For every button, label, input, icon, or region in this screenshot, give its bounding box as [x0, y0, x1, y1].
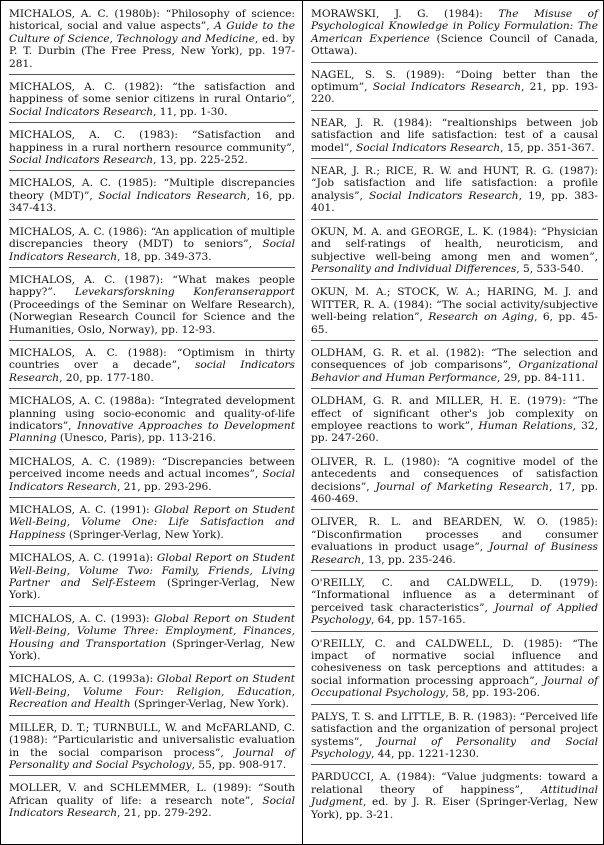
reference-text: OKUN, M. A. and GEORGE, L. K. (1984): “Physician and self-ratings of health, neuroticism, and subjective well-being among men and women”,: [311, 225, 598, 263]
reference-title: social Indicators Research: [9, 359, 295, 384]
reference-title: Journal of Applied Psychology: [311, 601, 598, 627]
reference-title: Social Indicators Research: [372, 81, 521, 94]
reference-text: (Proceedings of the Seminar on Welfare Research), (Norwegian Research Council for Science and the Humanities, Oslo, Norway), pp. 12-93.: [9, 298, 295, 336]
reference-title: Social Indicators Research: [9, 238, 295, 263]
reference-title: Global Report on Student Well-Being, Volume Two: Family, Friends, Living Partner and Self-Esteem: [9, 552, 295, 590]
reference-entry: [311, 8, 598, 63]
reference-text: , 21, pp. 293-296.: [117, 480, 212, 493]
reference-text: (Springer-Verlag, New York).: [130, 698, 290, 711]
reference-text: , 29, pp. 84-111.: [497, 371, 585, 384]
reference-entry: [9, 504, 295, 546]
reference-column-right: [303, 1, 604, 844]
reference-entry: [311, 395, 598, 450]
reference-title: Attitudinal Judgment: [311, 783, 598, 809]
reference-text: MILLER, D. T.; TURNBULL, W. and McFARLAND, C. (1988): “Particularistic and universalistic evaluation in the social comparison process”,: [9, 721, 295, 759]
reference-entry: [9, 177, 295, 219]
reference-text: , 55, pp. 908-917.: [191, 758, 287, 771]
reference-text: NAGEL, S. S. (1989): “Doing better than the optimum”,: [311, 68, 598, 94]
reference-text: MICHALOS, A. C. (1988a): “Integrated development planning using socio-economic and quality-of-life indicators”,: [9, 395, 295, 432]
reference-text: NEAR, J. R. (1984): “realtionships between job satisfaction and life satisfaction: test of a causal model”,: [311, 116, 598, 154]
reference-title: Organizational Behavior and Human Performance: [311, 359, 598, 384]
reference-text: , 16, pp. 347-413.: [9, 189, 296, 215]
reference-text: , 6, pp. 45-65.: [311, 311, 598, 336]
reference-title: Journal of Occupational Psychology: [311, 674, 598, 700]
reference-text: OLDHAM, G. R. and MILLER, H. E. (1979): “The effect of significant other's job complexity on employee reactions to work”,: [311, 395, 598, 432]
reference-text: MICHALOS, A. C. (1993a):: [9, 673, 157, 686]
reference-text: , 13, pp. 225-252.: [153, 154, 248, 167]
reference-entry: [9, 81, 295, 123]
reference-text: , 15, pp. 351-367.: [500, 141, 595, 154]
reference-text: MICHALOS, A. C. (1980b): “Philosophy of science: historical, social and value aspects”,: [9, 8, 295, 33]
reference-title: Social Indicators Research: [9, 794, 295, 820]
reference-text: , 32, pp. 247-260.: [311, 419, 598, 445]
reference-text: MICHALOS, A. C. (1991):: [9, 504, 155, 516]
reference-text: , 21, pp. 193-220.: [311, 81, 598, 106]
reference-text: NEAR, J. R.; RICE, R. W. and HUNT, R. G. (1987): “Job satisfaction and life satisfaction: a profile analysis”,: [311, 165, 598, 202]
reference-entry: [311, 286, 598, 341]
reference-text: , 58, pp. 193-206.: [445, 687, 540, 700]
reference-title: Social Indicators Research: [356, 141, 501, 154]
reference-text: MORAWSKI, J. G. (1984):: [311, 8, 499, 20]
reference-text: , 44, pp. 1221-1230.: [370, 747, 480, 760]
reference-entry: [9, 395, 295, 450]
reference-entry: [9, 782, 295, 823]
reference-column-left: [1, 1, 303, 844]
reference-text: , 18, pp. 349-373.: [117, 250, 212, 263]
reference-entry: [9, 8, 295, 75]
reference-text: O'REILLY, C. and CALDWELL, D. (1979): “Informational influence as a determinant of perceived task characteristics”,: [311, 577, 598, 614]
reference-title: The Misuse of Psychological Knowledge in Policy Formulation: The American Experience: [311, 8, 598, 45]
reference-entry: [9, 226, 295, 268]
reference-entry: [9, 129, 295, 171]
reference-text: OKUN, M. A.; STOCK, W. A.; HARING, M. J. and WITTER, R. A. (1984): “The social activity/subjective well-being relation”,: [311, 286, 598, 324]
reference-text: (Springer-Verlag, New York).: [9, 637, 296, 663]
reference-title: Social Indicators Research: [98, 189, 247, 202]
reference-title: Global Report on Student Well-Being, Volume Three: Employment, Finances, Housing and Transportation: [9, 612, 296, 650]
reference-entry: [311, 577, 598, 632]
reference-entry: [311, 165, 598, 220]
reference-entry: [311, 226, 598, 281]
reference-text: , 20, pp. 177-180.: [59, 371, 154, 384]
reference-title: Levekarsforskning Konferanserapport: [74, 286, 295, 299]
reference-entry: [9, 274, 295, 341]
reference-entry: [311, 711, 598, 766]
reference-title: Research on Aging: [428, 311, 535, 324]
reference-entry: [311, 117, 598, 159]
reference-text: (Science Council of Canada, Ottawa).: [311, 32, 598, 58]
reference-title: Journal of Personality and Social Psychology: [9, 746, 295, 771]
reference-entry: [311, 347, 598, 389]
reference-text: MICHALOS, A. C. (1989): “Discrepancies between perceived income needs and actual incomes”,: [9, 455, 295, 481]
reference-text: , 17, pp. 460-469.: [311, 480, 598, 505]
reference-title: Social Indicators Research: [9, 154, 154, 167]
reference-text: (Unesco, Paris), pp. 113-216.: [56, 432, 216, 445]
reference-text: (Springer-Verlag, New York).: [65, 528, 224, 541]
reference-text: , ed. by J. R. Eiser (Springer-Verlag, New York), pp. 3-21.: [311, 796, 598, 821]
reference-entry: [9, 722, 295, 777]
reference-text: , 13, pp. 235-246.: [361, 553, 456, 566]
reference-text: , 5, 533-540.: [516, 262, 584, 275]
reference-text: (Springer-Verlag, New York).: [9, 577, 296, 602]
reference-entry: [311, 771, 598, 825]
reference-title: Social Indicators Research: [9, 105, 154, 118]
reference-entry: [9, 347, 295, 389]
reference-entry: [9, 456, 295, 498]
reference-title: Global Report on Student Well-Being, Volume Four: Religion, Education, Recreation and Health: [9, 673, 295, 711]
reference-text: MICHALOS, A. C. (1982): “the satisfaction and happiness of some senior citizens in rural Ontario”,: [9, 81, 295, 106]
reference-text: , 11, pp. 1-30.: [153, 105, 228, 118]
reference-title: Personality and Individual Differences: [311, 262, 517, 275]
reference-text: O'REILLY, C. and CALDWELL, D. (1985): “The impact of normative social influence and cohesiveness on task perceptions and attitudes: a social information processing approach”,: [311, 637, 598, 687]
reference-entry: [9, 552, 295, 607]
reference-text: MICHALOS, A. C. (1987): “What makes people happy?”.: [9, 273, 295, 299]
reference-entry: [311, 516, 598, 571]
reference-text: OLDHAM, G. R. et al. (1982): “The selection and consequences of job comparisons”,: [311, 346, 598, 372]
reference-text: PALYS, T. S. and LITTLE, B. R. (1983): “Perceived life satisfaction and the organization of personal project systems”,: [311, 710, 598, 748]
reference-text: , 64, pp. 157-165.: [370, 614, 466, 627]
reference-title: Journal of Marketing Research: [375, 480, 549, 493]
reference-text: OLIVER, R. L. and BEARDEN, W. O. (1985): “Disconfirmation processes and consumer evaluations in product usage”,: [311, 516, 598, 554]
reference-entry: [311, 456, 598, 511]
reference-text: MICHALOS, A. C. (1988): “Optimism in thirty countries over a decade”,: [9, 346, 295, 372]
reference-text: MICHALOS, A. C. (1986): “An application of multiple discrepancies theory (MDT) to seniors”,: [9, 225, 295, 251]
reference-title: Human Relations: [478, 419, 573, 432]
reference-text: MOLLER, V. and SCHLEMMER, L. (1989): “South African quality of life: a research note”,: [9, 782, 295, 807]
reference-entry: [311, 69, 598, 111]
reference-title: Social Indicators Research: [9, 468, 295, 493]
reference-text: OLIVER, R. L. (1980): “A cognitive model of the antecedents and consequences of satisfaction decisions”,: [311, 455, 598, 493]
reference-title: Social Indicators Research: [369, 189, 519, 202]
reference-entry: [311, 638, 598, 705]
reference-text: MICHALOS, A. C. (1993):: [9, 612, 155, 625]
reference-title: Global Report on Student Well-Being, Volume One: Life Satisfaction and Happiness: [9, 504, 296, 541]
reference-text: , 19, pp. 383-401.: [311, 189, 598, 215]
reference-text: MICHALOS, A. C. (1985): “Multiple discrepancies theory (MDT)”,: [9, 177, 295, 202]
reference-title: Journal of Business Research: [311, 541, 598, 566]
reference-title: A Guide to the Culture of Science, Technology and Medicine: [9, 20, 295, 45]
reference-title: Innovative Approaches to Development Planning: [9, 419, 295, 445]
reference-text: MICHALOS, A. C. (1991a):: [9, 552, 157, 565]
reference-entry: [9, 613, 295, 668]
reference-entry: [9, 673, 295, 715]
reference-text: MICHALOS, A. C. (1983): “Satisfaction and happiness in a rural northern resource community”,: [9, 129, 295, 154]
reference-text: , 21, pp. 279-292.: [117, 807, 212, 820]
reference-title: Journal of Personality and Social Psychology: [311, 735, 598, 760]
reference-text: , ed. by P. T. Durbin (The Free Press, New York), pp. 197-281.: [9, 32, 295, 70]
reference-text: PARDUCCI, A. (1984): “Value judgments: toward a relational theory of happiness”,: [311, 771, 598, 796]
